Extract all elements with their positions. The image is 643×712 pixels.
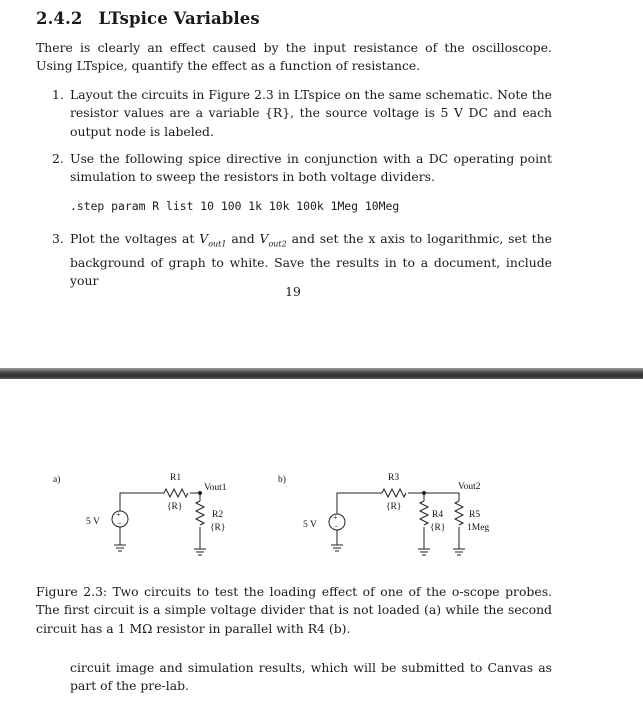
text-run: and set the x axis to logarithmic, set the background of graph to white. Save the results in to a document, include your xyxy=(70,231,552,289)
ground-b1-icon xyxy=(331,541,343,551)
minus-icon: − xyxy=(117,519,122,528)
r3-value: {R} xyxy=(386,502,402,512)
resistor-r2-icon xyxy=(196,501,204,525)
minus-icon: − xyxy=(334,522,339,531)
r3-label: R3 xyxy=(388,473,400,483)
r4-value: {R} xyxy=(430,523,446,533)
list-item-text: Layout the circuits in Figure 2.3 in LTspice on the same schematic. Note the resistor values are a variable {R}, the source voltage is 5 V DC and each output node is labeled. xyxy=(70,87,552,139)
plus-icon: + xyxy=(333,513,338,522)
vout1-label: Vout1 xyxy=(204,483,227,493)
vout2-label: Vout2 xyxy=(458,482,481,492)
ground-a2-icon xyxy=(194,545,206,555)
list-item-text: Use the following spice directive in conjunction with a DC operating point simulation to sweep the resistors in both voltage dividers. xyxy=(70,151,552,185)
junction-dot xyxy=(198,491,202,495)
section-heading xyxy=(36,9,260,28)
r2-value: {R} xyxy=(210,523,226,533)
circuit-a-wires xyxy=(120,493,200,545)
resistor-r1-icon xyxy=(164,489,188,497)
document-page-bottom xyxy=(0,379,643,712)
source-b-label: 5 V xyxy=(303,520,317,530)
vout2-symbol: $V_{out2}$ xyxy=(259,231,287,249)
r4-label: R4 xyxy=(432,510,444,520)
page-separator xyxy=(0,368,643,379)
page-number: 19 xyxy=(285,284,301,299)
list-marker: 1. xyxy=(52,87,64,102)
list-marker: 2. xyxy=(52,151,64,166)
list-marker: 3. xyxy=(52,231,64,246)
figure-circuits xyxy=(0,379,643,579)
r1-label: R1 xyxy=(170,473,182,483)
vout1-symbol: $V_{out1}$ xyxy=(199,231,227,249)
r5-value: 1Meg xyxy=(467,523,490,533)
junction-dot xyxy=(422,491,426,495)
figure-label-a: a) xyxy=(53,475,61,485)
ground-a1-icon xyxy=(114,541,126,551)
figure-label-b: b) xyxy=(278,475,286,485)
intro-paragraph: There is clearly an effect caused by the input resistance of the oscilloscope. Using LTspice, quantify the effect as a function of resistance. xyxy=(36,40,552,74)
resistor-r4-icon xyxy=(420,501,428,525)
continuation-paragraph: circuit image and simulation results, which will be submitted to Canvas as part of the pre-lab. xyxy=(70,660,552,694)
ground-b3-icon xyxy=(453,545,465,555)
r1-value: {R} xyxy=(167,502,183,512)
section-title: LTspice Variables xyxy=(98,9,260,28)
r5-label: R5 xyxy=(469,510,481,520)
text-run: Plot the voltages at xyxy=(70,231,200,246)
resistor-r5-icon xyxy=(455,501,463,525)
r2-label: R2 xyxy=(212,510,224,520)
resistor-r3-icon xyxy=(382,489,406,497)
spice-directive: .step param R list 10 100 1k 10k 100k 1Meg 10Meg xyxy=(70,199,400,213)
ground-b2-icon xyxy=(418,545,430,555)
section-number: 2.4.2 xyxy=(36,9,83,28)
list-item-text xyxy=(70,230,552,290)
text-run: and xyxy=(226,231,260,246)
plus-icon: + xyxy=(116,510,121,519)
figure-caption: Figure 2.3: Two circuits to test the loading effect of one of the o-scope probes. The first circuit is a simple voltage divider that is not loaded (a) while the second circuit has a 1 MΩ resistor in parallel with R4 (b). xyxy=(36,584,552,636)
source-a-label: 5 V xyxy=(86,517,100,527)
